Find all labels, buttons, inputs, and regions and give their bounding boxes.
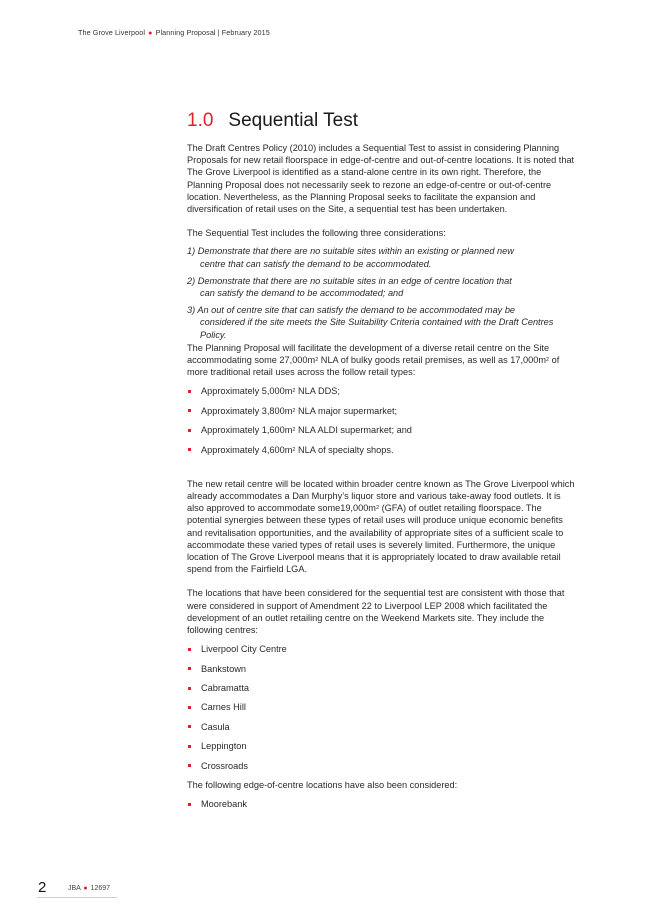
criterion bbox=[187, 304, 579, 341]
list-item: Leppington bbox=[187, 740, 579, 752]
list-item: Cabramatta bbox=[187, 682, 579, 694]
footer-reference bbox=[68, 885, 110, 892]
criterion-continuation: can satisfy the demand to be accommodated; and bbox=[200, 288, 404, 299]
criterion-continuation: considered if the site meets the Site Suitability Criteria contained with the Draft Centres Policy. bbox=[200, 317, 554, 340]
criterion-line: 3) An out of centre site that can satisfy the demand to be accommodated may be bbox=[187, 305, 516, 316]
list-item: Liverpool City Centre bbox=[187, 643, 579, 655]
item-text: NLA ALDI supermarket; and bbox=[295, 425, 412, 436]
item-text: NLA of specialty shops. bbox=[295, 444, 394, 455]
header-project: The Grove Liverpool bbox=[78, 28, 146, 37]
edge-locations-list bbox=[187, 798, 579, 810]
intro-paragraph: The Draft Centres Policy (2010) includes a Sequential Test to assist in considering Planning Proposals for new retail floorspace in edge-of-centre and out-of-centre locations. It is noted that The Grove Liverpool is identified as a stand-alone centre in its own right. Therefore, the Planning Proposal does not necessarily seek to rezone an edge-of-centre or out-of-centre location. Nevertheless, as the Planning Proposal seeks to facilitate the expansion and diversification of retail uses on the Site, a sequential test has been undertaken. bbox=[187, 143, 575, 215]
retail-types-list bbox=[187, 385, 579, 455]
list-item: Moorebank bbox=[187, 798, 579, 810]
list-item: Bankstown bbox=[187, 663, 579, 675]
footer-divider bbox=[37, 897, 117, 898]
considerations-intro: The Sequential Test includes the following three considerations: bbox=[187, 228, 446, 239]
running-header bbox=[78, 28, 270, 37]
paragraph-text: (GFA) of outlet retailing floorspace. The potential synergies between these types of retail uses will produce unique economic benefits and revitalisation opportunities, and the availability of appropriate sites of a sufficient scale to accommodate these varied types of retail uses is severely limited. Furthermore, the unique location of The Grove Liverpool means that it is appropriately located to draw available retail spend from the Fairfield LGA. bbox=[187, 503, 564, 575]
criterion bbox=[187, 275, 579, 299]
superscript: 2 bbox=[546, 357, 550, 364]
footer-ref-number: 12697 bbox=[90, 885, 111, 892]
proposal-paragraph bbox=[187, 342, 579, 379]
header-doc: Planning Proposal | February 2015 bbox=[155, 28, 270, 37]
item-text: NLA major supermarket; bbox=[295, 405, 398, 416]
list-item bbox=[187, 424, 579, 436]
centres-list bbox=[187, 643, 579, 772]
edge-intro: The following edge-of-centre locations have also been considered: bbox=[187, 780, 458, 790]
paragraph-text: The new retail centre will be located within broader centre known as The Grove Liverpool which already accommodates a Dan Murphy’s liquor store and various take-away food outlets. It is also approved to accommodate some19,000m bbox=[187, 478, 575, 514]
list-item bbox=[187, 405, 579, 417]
criterion-line: 2) Demonstrate that there are no suitable sites in an edge of centre location that bbox=[187, 275, 512, 286]
superscript: 2 bbox=[292, 427, 296, 434]
criterion-continuation: centre that can satisfy the demand to be accommodated. bbox=[200, 258, 432, 269]
locations-paragraph: The locations that have been considered for the sequential test are consistent with those that were considered in support of Amendment 22 to Liverpool LEP 2008 which facilitated the development of an outlet retailing centre on the Weekend Markets site. They include the following centres: bbox=[187, 588, 565, 636]
superscript: 2 bbox=[315, 357, 319, 364]
proposal-text: of more traditional retail uses across the follow retail types: bbox=[187, 355, 560, 378]
section-title: Sequential Test bbox=[228, 110, 358, 131]
superscript: 2 bbox=[292, 446, 296, 453]
item-text: Approximately 1,600m bbox=[201, 425, 293, 436]
superscript: 2 bbox=[292, 388, 296, 395]
new-centre-paragraph bbox=[187, 478, 579, 576]
list-item: Crossroads bbox=[187, 760, 579, 772]
item-text: NLA DDS; bbox=[295, 386, 340, 397]
criterion-line: 1) Demonstrate that there are no suitable sites within an existing or planned new bbox=[187, 246, 514, 257]
footer-org: JBA bbox=[68, 885, 81, 892]
proposal-text: NLA of bulky goods retail premises, as well as 17,000m bbox=[318, 355, 547, 366]
separator-dot-icon: ● bbox=[148, 30, 153, 37]
list-item bbox=[187, 385, 579, 397]
list-item: Carnes Hill bbox=[187, 701, 579, 713]
list-item bbox=[187, 444, 579, 456]
proposal-text: The Planning Proposal will facilitate the development of a diverse retail centre on the Site accommodating some 27,000m bbox=[187, 342, 550, 366]
section-number: 1.0 bbox=[187, 110, 214, 131]
item-text: Approximately 4,600m bbox=[201, 444, 293, 455]
superscript: 2 bbox=[375, 505, 380, 512]
list-item: Casula bbox=[187, 721, 579, 733]
item-text: Approximately 5,000m bbox=[201, 386, 293, 397]
superscript: 2 bbox=[292, 407, 296, 414]
separator-dot-icon: ● bbox=[83, 885, 88, 892]
page-number: 2 bbox=[38, 879, 47, 896]
main-content bbox=[187, 110, 579, 818]
item-text: Approximately 3,800m bbox=[201, 405, 293, 416]
section-heading bbox=[187, 110, 579, 132]
criteria-list bbox=[187, 245, 579, 340]
criterion bbox=[187, 245, 579, 269]
